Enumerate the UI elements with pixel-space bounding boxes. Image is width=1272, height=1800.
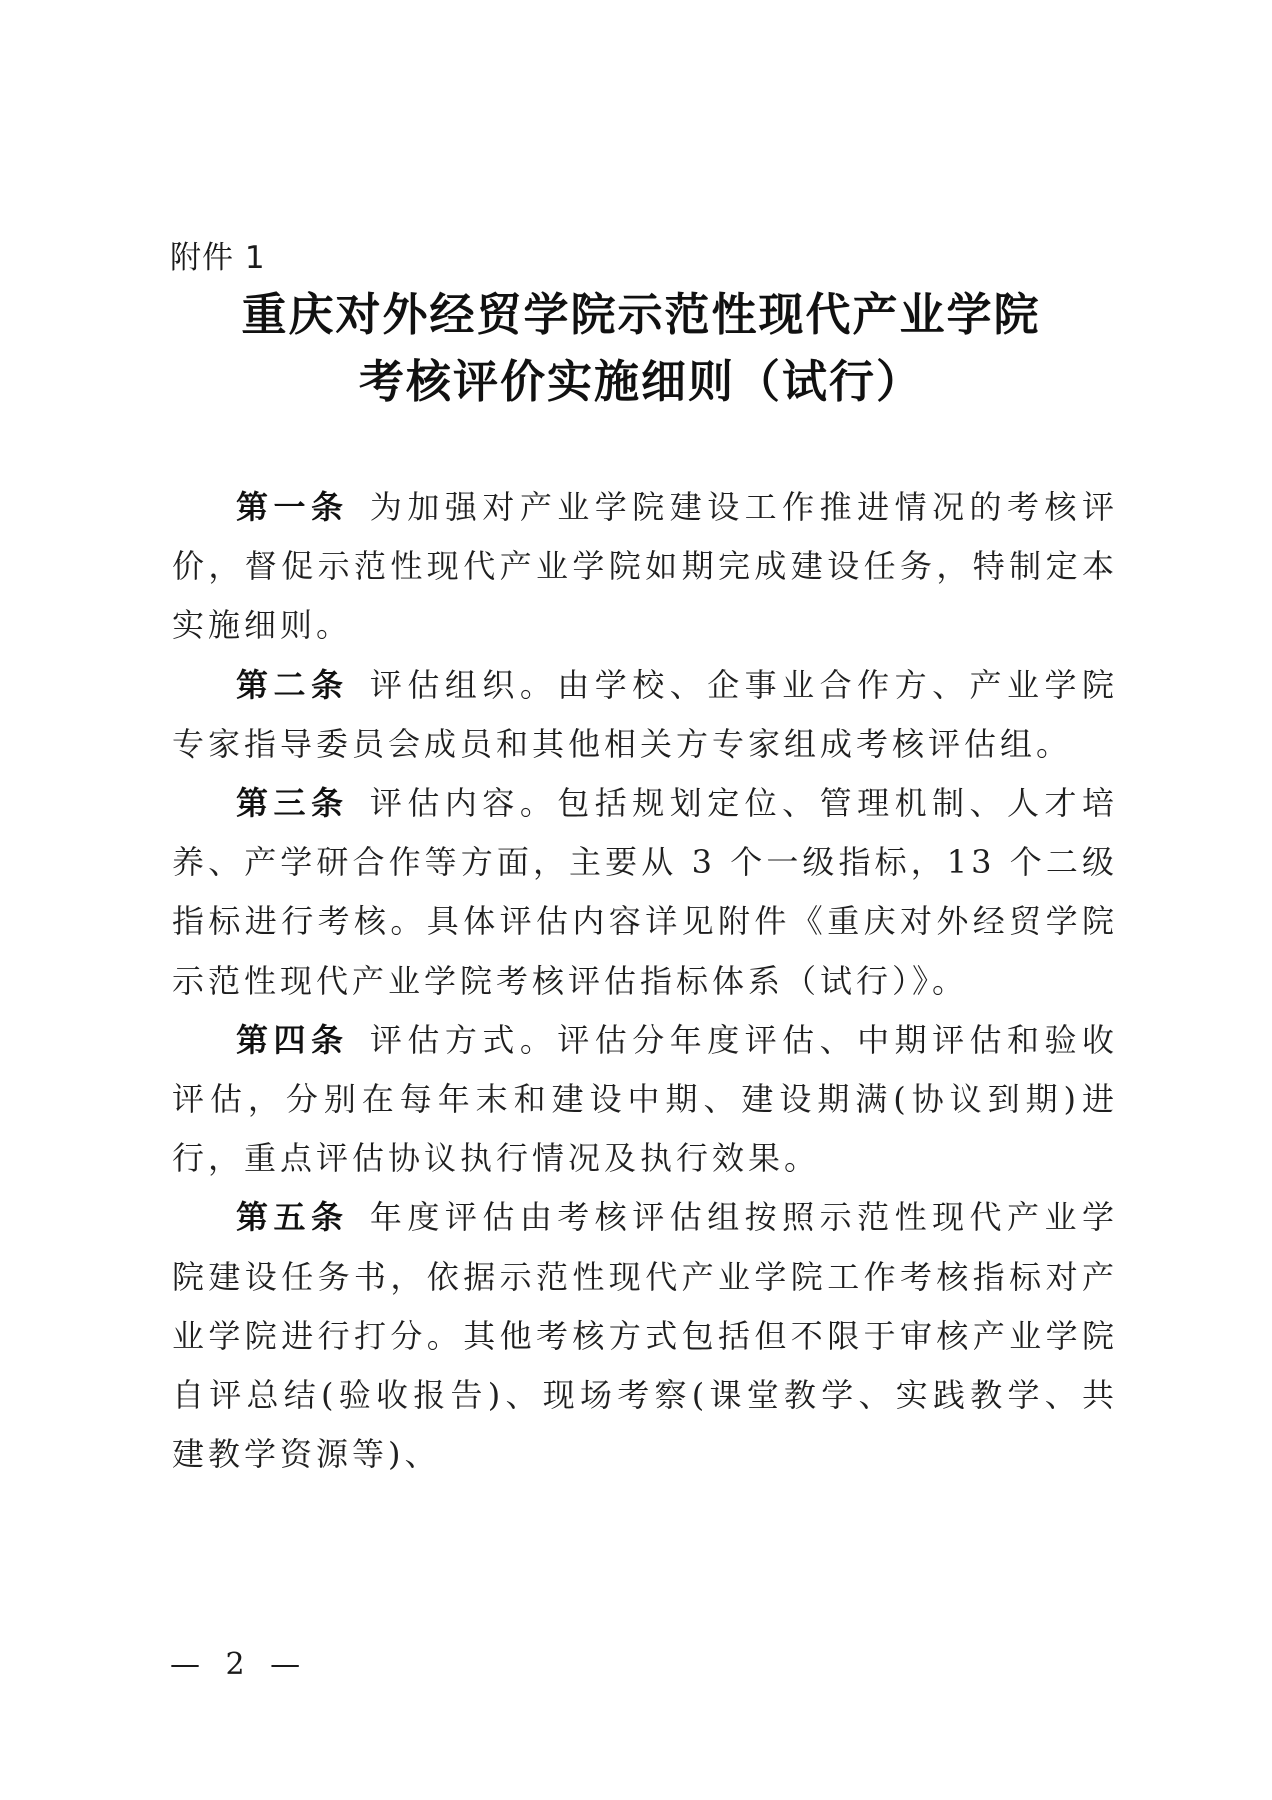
attachment-label: 附件 1 (170, 240, 266, 276)
document-title-line-2: 考核评价实施细则（试行） (358, 355, 923, 408)
article-text: 为加强对产业学院建设工作推进情况的考核评价，督促示范性现代产业学院如期完成建设任务，特制定本实施细则。 (172, 488, 1118, 645)
article-number: 第三条 (236, 784, 349, 823)
article-text: 评估组织。由学校、企事业合作方、产业学院专家指导委员会成员和其他相关方专家组成考核评估组。 (172, 665, 1118, 763)
document-title-line-1: 重庆对外经贸学院示范性现代产业学院 (241, 288, 1041, 341)
article-text: 评估方式。评估分年度评估、中期评估和验收评估，分别在每年末和建设中期、建设期满(协议到期)进行，重点评估协议执行情况及执行效果。 (172, 1020, 1118, 1178)
article-number: 第四条 (236, 1020, 349, 1059)
article-4 (172, 1011, 1118, 1189)
article-text: 评估内容。包括规划定位、管理机制、人才培养、产学研合作等方面，主要从 3 个一级指标，13 个二级指标进行考核。具体评估内容详见附件《重庆对外经贸学院示范性现代产业学院考核评估指标体系（试行）》。 (172, 784, 1118, 1000)
article-2 (172, 656, 1118, 774)
article-3 (172, 774, 1118, 1011)
article-5 (172, 1188, 1118, 1484)
article-number: 第一条 (236, 488, 349, 526)
article-1 (172, 478, 1118, 656)
article-number: 第二条 (236, 665, 349, 704)
article-text: 年度评估由考核评估组按照示范性现代产业学院建设任务书，依据示范性现代产业学院工作考核指标对产业学院进行打分。其他考核方式包括但不限于审核产业学院自评总结(验收报告)、现场考察(课堂教学、实践教学、共建教学资源等)、 (172, 1198, 1118, 1474)
article-number: 第五条 (236, 1198, 349, 1237)
page-number: — 2 — (170, 1647, 309, 1682)
document-body (172, 478, 1118, 1484)
